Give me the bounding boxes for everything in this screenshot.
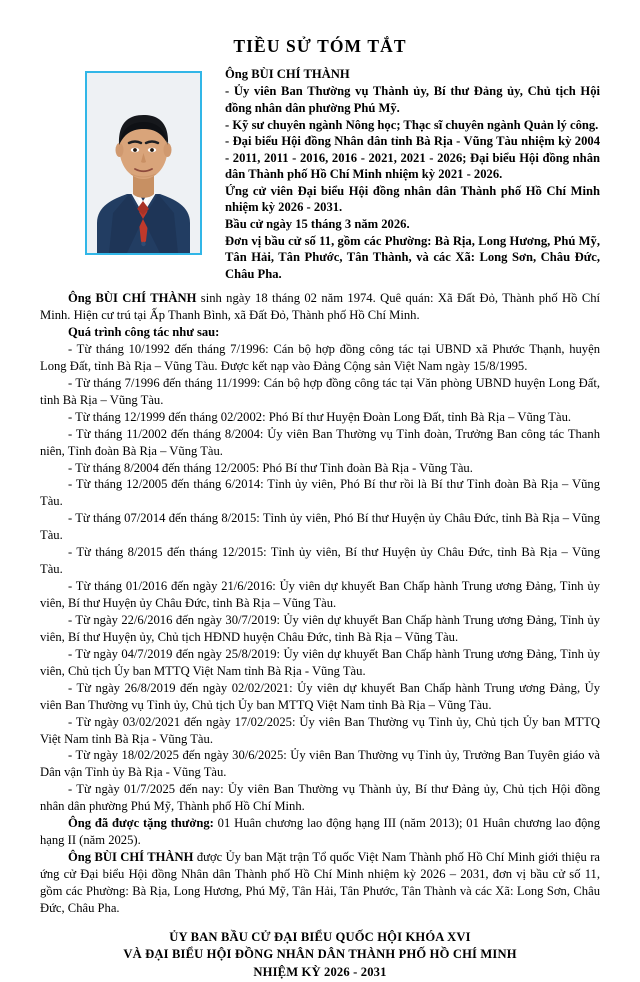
biography-intro [40, 290, 600, 324]
identity-line-education: - Kỹ sư chuyên ngành Nông học; Thạc sĩ chuyên ngành Quản lý công. [225, 117, 599, 132]
nomination-paragraph [40, 849, 600, 917]
awards-label: Ông đã được tặng thưởng: [68, 816, 214, 831]
career-entry: - Từ ngày 18/02/2025 đến ngày 30/6/2025: Ủy viên Ban Thường vụ Tỉnh ủy, Trưởng Ban Tuyên giáo và Dân vận Tỉnh ủy Bà Rịa - Vũng Tàu. [40, 748, 600, 780]
career-entry: - Từ tháng 01/2016 đến ngày 21/6/2016: Ủy viên dự khuyết Ban Chấp hành Trung ương Đảng, Tỉnh ủy viên, Bí thư Huyện ủy Châu Đức, tỉnh Bà Rịa – Vũng Tàu. [40, 579, 600, 611]
career-entry: - Từ tháng 07/2014 đến tháng 8/2015: Tỉnh ủy viên, Phó Bí thư Huyện ủy Châu Đức, tỉnh Bà Rịa – Vũng Tàu. [40, 511, 600, 543]
career-entry: - Từ tháng 10/1992 đến tháng 7/1996: Cán bộ hợp đồng công tác tại UBND xã Phước Thạnh, huyện Long Đất, tỉnh Bà Rịa – Vũng Tàu. Được kết nạp vào Đảng Cộng sản Việt Nam ngày 15/8/1995. [40, 341, 600, 373]
career-heading: Quá trình công tác như sau: [68, 325, 220, 340]
nomination-rest: được Ủy ban Mặt trận Tổ quốc Việt Nam Thành phố Hồ Chí Minh giới thiệu ra ứng cử Đại biểu Hội đồng Nhân dân Thành phố Hồ Chí Minh nhiệm kỳ 2026 – 2031, đơn vị bầu cử số 11, gồm các Phường: Bà Rịa, Long Hương, Phú Mỹ, Tân Hải, Tân Phước, Tân Thành và các Xã: Long Sơn, Châu Đức, Châu Pha. [40, 850, 600, 915]
career-entry: - Từ tháng 7/1996 đến tháng 11/1999: Cán bộ hợp đồng công tác tại Văn phòng UBND huyện Long Đất, tỉnh Bà Rịa – Vũng Tàu. [40, 375, 600, 407]
portrait-illustration [87, 73, 200, 253]
identity-line-position: - Ủy viên Ban Thường vụ Thành ủy, Bí thư Đảng ủy, Chủ tịch Hội đồng nhân dân phường Phú Mỹ. [225, 84, 600, 115]
portrait-container [85, 71, 202, 255]
career-entry: - Từ tháng 8/2004 đến tháng 12/2005: Phó Bí thư Tỉnh đoàn Bà Rịa - Vũng Tàu. [68, 460, 473, 475]
identity-line-constituency: Đơn vị bầu cử số 11, gồm các Phường: Bà Rịa, Long Hương, Phú Mỹ, Tân Hải, Tân Phước, Tân Thành, và các Xã: Long Sơn, Châu Đức, Châu Pha. [225, 234, 600, 281]
portrait-photo [85, 71, 202, 255]
candidate-name: Ông BÙI CHÍ THÀNH [225, 67, 350, 81]
identity-block [225, 66, 600, 282]
identity-line-candidacy: Ứng cử viên Đại biểu Hội đồng nhân dân Thành phố Hồ Chí Minh nhiệm kỳ 2026 - 2031. [225, 184, 600, 215]
footer-line-2: VÀ ĐẠI BIỂU HỘI ĐỒNG NHÂN DÂN THÀNH PHỐ HỒ CHÍ MINH [123, 947, 517, 962]
header-block [40, 66, 600, 282]
awards-text: 01 Huân chương lao động hạng III (năm 2013); 01 Huân chương lao động hạng II (năm 2025). [40, 816, 601, 848]
page-title: TIỀU SỬ TÓM TẮT [233, 36, 407, 56]
career-entry: - Từ ngày 26/8/2019 đến ngày 02/02/2021: Ủy viên dự khuyết Ban Chấp hành Trung ương Đảng, Ủy viên Ban Thường vụ Tỉnh ủy, Chủ tịch Ủy ban MTTQ Việt Nam tỉnh Bà Rịa – Vũng Tàu. [40, 680, 600, 712]
footer-line-1: ỦY BAN BẦU CỬ ĐẠI BIỂU QUỐC HỘI KHÓA XVI [169, 929, 471, 944]
biography-body [40, 290, 600, 917]
nomination-name: Ông BÙI CHÍ THÀNH [68, 850, 194, 865]
career-entry: - Từ ngày 03/02/2021 đến ngày 17/02/2025: Ủy viên Ban Thường vụ Tỉnh ủy, Chủ tịch Ủy ban MTTQ Việt Nam tỉnh Bà Rịa - Vũng Tàu. [40, 714, 600, 746]
career-entry: - Từ tháng 8/2015 đến tháng 12/2015: Tỉnh ủy viên, Bí thư Huyện ủy Châu Đức, tỉnh Bà Rịa – Vũng Tàu. [40, 545, 600, 577]
document-footer [40, 929, 600, 982]
career-entry: - Từ ngày 01/7/2025 đến nay: Ủy viên Ban Thường vụ Thành ủy, Bí thư Đảng ủy, Chủ tịch Hội đồng nhân dân phường Phú Mỹ, Thành phố Hồ Chí Minh. [40, 782, 600, 814]
career-entry: - Từ tháng 12/2005 đến tháng 6/2014: Tỉnh ủy viên, Phó Bí thư rồi là Bí thư Tỉnh đoàn Bà Rịa – Vũng Tàu. [40, 477, 600, 509]
footer-line-3: NHIỆM KỲ 2026 - 2031 [253, 965, 387, 980]
intro-name: Ông BÙI CHÍ THÀNH [68, 291, 197, 306]
intro-rest: sinh ngày 18 tháng 02 năm 1974. Quê quán: Xã Đất Đỏ, Thành phố Hồ Chí Minh. Hiện cư trú tại Ấp Thanh Bình, xã Đất Đỏ, Thành phố Hồ Chí Minh. [40, 291, 601, 323]
career-entry: - Từ ngày 04/7/2019 đến ngày 25/8/2019: Ủy viên dự khuyết Ban Chấp hành Trung ương Đảng, Tỉnh ủy viên, Chủ tịch Ủy ban MTTQ Việt Nam tỉnh Bà Rịa - Vũng Tàu. [40, 646, 600, 678]
career-entry: - Từ tháng 11/2002 đến tháng 8/2004: Ủy viên Ban Thường vụ Tỉnh đoàn, Trưởng Ban công tác Thanh niên, Tỉnh đoàn Bà Rịa – Vũng Tàu. [40, 426, 600, 458]
identity-line-election-date: Bầu cử ngày 15 tháng 3 năm 2026. [225, 217, 410, 232]
awards-paragraph [40, 815, 600, 849]
identity-line-delegate-history: - Đại biểu Hội đồng Nhân dân tỉnh Bà Rịa - Vũng Tàu nhiệm kỳ 2004 - 2011, 2011 - 2016, 2016 - 2021, 2021 - 2026; Đại biểu Hội đồng nhân dân Thành phố Hồ Chí Minh nhiệm kỳ 2021 - 2026. [225, 134, 600, 182]
career-entry: - Từ tháng 12/1999 đến tháng 02/2002: Phó Bí thư Huyện Đoàn Long Đất, tỉnh Bà Rịa – Vũng Tàu. [68, 409, 572, 424]
career-entry: - Từ ngày 22/6/2016 đến ngày 30/7/2019: Ủy viên dự khuyết Ban Chấp hành Trung ương Đảng, Tỉnh ủy viên, Bí thư Huyện ủy, Chủ tịch HĐND huyện Châu Đức, tỉnh Bà Rịa – Vũng Tàu. [40, 612, 600, 644]
